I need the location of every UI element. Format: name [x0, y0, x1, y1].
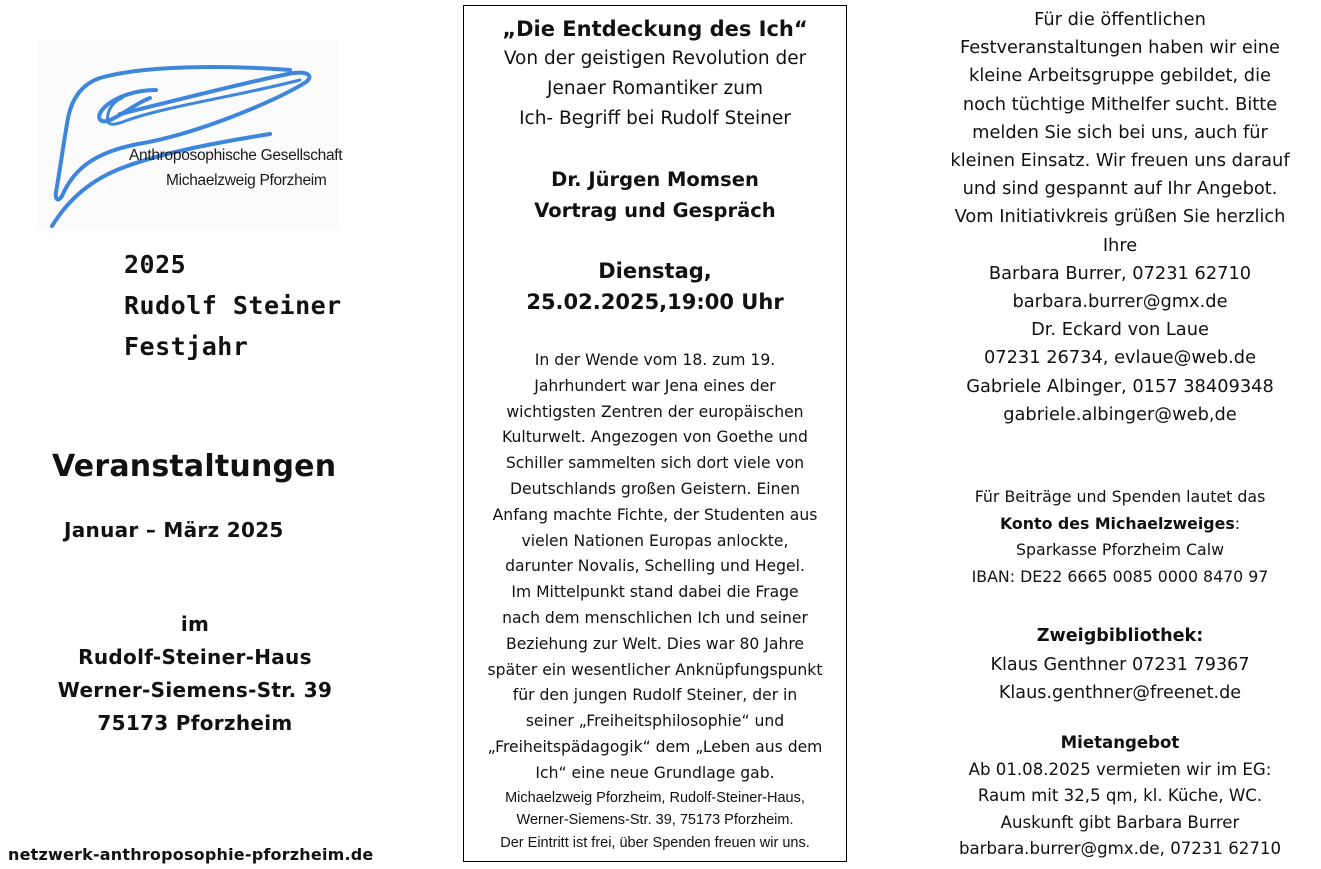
event-speaker-block	[464, 164, 846, 226]
events-heading: Veranstaltungen	[52, 449, 337, 484]
event-weekday: Dienstag,	[598, 259, 712, 283]
library-heading: Zweigbibliothek:	[1036, 626, 1204, 646]
event-description-line: Deutschlands großen Geistern. Einen	[509, 479, 800, 498]
helpers-text-line: Ihre	[1102, 234, 1138, 256]
contact-line: Dr. Eckard von Laue	[1031, 319, 1209, 341]
event-description-line: wichtigsten Zentren der europäischen	[506, 402, 804, 421]
contact-email[interactable]: barbara.burrer@gmx.de	[1012, 291, 1228, 313]
donation-intro: Für Beiträge und Spenden lautet das	[974, 487, 1266, 506]
event-box	[463, 5, 847, 862]
organization-logo	[38, 40, 343, 230]
library-email[interactable]: Klaus.genthner@freenet.de	[998, 683, 1242, 703]
website-link[interactable]: netzwerk-anthroposophie-pforzheim.de	[8, 845, 374, 864]
helpers-text-line: Festveranstaltungen haben wir eine	[960, 37, 1280, 59]
event-description-line: nach dem menschlichen Ich und seiner	[502, 608, 808, 627]
contact-line: Gabriele Albinger, 0157 38409348	[966, 375, 1274, 397]
rental-line: Ab 01.08.2025 vermieten wir im EG:	[968, 759, 1272, 779]
event-description	[464, 348, 846, 787]
venue-city: 75173 Pforzheim	[97, 711, 293, 735]
library-contact: Klaus Genthner 07231 79367	[990, 654, 1250, 675]
rental-contact[interactable]: barbara.burrer@gmx.de, 07231 62710	[958, 839, 1282, 858]
event-date-block	[464, 256, 846, 318]
event-title: „Die Entdeckung des Ich“	[502, 17, 808, 41]
helpers-text-line: noch tüchtige Mithelfer sucht. Bitte	[962, 93, 1278, 115]
event-description-line: Kulturwelt. Angezogen von Goethe und	[502, 428, 808, 447]
helpers-text-line: und sind gespannt auf Ihr Angebot.	[962, 178, 1278, 200]
event-description-line: vielen Nationen Europas anlockte,	[521, 531, 789, 550]
donation-section	[920, 484, 1320, 590]
event-description-line: Anfang machte Fichte, der Studenten aus	[492, 505, 818, 524]
event-description-line: „Freiheitspädagogik“ dem „Leben aus dem	[487, 737, 823, 756]
event-subtitle	[464, 44, 846, 134]
event-description-line: darunter Novalis, Schelling und Hegel.	[505, 557, 805, 576]
event-footer	[464, 787, 846, 855]
helpers-text-line: melden Sie sich bei uns, auch für	[972, 121, 1268, 143]
events-period: Januar – März 2025	[64, 518, 284, 542]
iban: IBAN: DE22 6665 0085 0000 8470 97	[971, 566, 1269, 586]
helpers-text-line: kleinen Einsatz. Wir freuen uns darauf	[950, 150, 1290, 172]
event-footer-line: Der Eintritt ist frei, über Spenden freuen wir uns.	[500, 834, 810, 851]
rental-line: Auskunft gibt Barbara Burrer	[1000, 812, 1240, 832]
helpers-section	[920, 6, 1320, 429]
event-description-line: Beziehung zur Welt. Dies war 80 Jahre	[506, 634, 804, 653]
festjahr-name: Rudolf Steiner	[124, 291, 342, 320]
rental-line: Raum mit 32,5 qm, kl. Küche, WC.	[977, 786, 1263, 805]
account-label: Konto des Michaelzweiges	[999, 513, 1235, 533]
logo-society-name: Anthroposophische Gesellschaft	[129, 147, 343, 164]
rental-heading: Mietangebot	[1060, 733, 1180, 752]
venue-prefix: im	[180, 612, 210, 636]
event-subtitle-line: Ich- Begriff bei Rudolf Steiner	[519, 108, 791, 129]
venue-building: Rudolf-Steiner-Haus	[78, 645, 312, 669]
event-description-line: Schiller sammelten sich dort viele von	[505, 454, 805, 473]
logo-swoosh-icon	[38, 40, 338, 230]
venue-address	[40, 608, 350, 740]
event-subtitle-line: Von der geistigen Revolution der	[503, 48, 807, 69]
event-description-line: später ein wesentlicher Anknüpfungspunkt	[487, 660, 823, 679]
helpers-text-line: kleine Arbeitsgruppe gebildet, die	[969, 65, 1271, 87]
event-description-line: seiner „Freiheitsphilosophie“ und	[525, 712, 785, 731]
event-speaker: Dr. Jürgen Momsen	[551, 168, 759, 191]
account-colon: :	[1234, 513, 1241, 533]
contact-line[interactable]: 07231 26734, evlaue@web.de	[983, 347, 1257, 369]
venue-street: Werner-Siemens-Str. 39	[57, 678, 333, 702]
event-description-line: Jahrhundert war Jena eines der	[534, 376, 776, 395]
event-subtitle-line: Jenaer Romantiker zum	[547, 78, 763, 99]
event-datetime: 25.02.2025,19:00 Uhr	[526, 290, 784, 314]
contact-email[interactable]: gabriele.albinger@web,de	[1003, 403, 1237, 425]
logo-branch-name: Michaelzweig Pforzheim	[166, 172, 327, 189]
festjahr-year: 2025	[124, 250, 187, 279]
festjahr-label: Festjahr	[124, 332, 249, 361]
event-description-line: Im Mittelpunkt stand dabei die Frage	[511, 583, 799, 602]
bank-name: Sparkasse Pforzheim Calw	[1015, 540, 1225, 559]
contact-line: Barbara Burrer, 07231 62710	[988, 262, 1252, 284]
helpers-text-line: Für die öffentlichen	[1034, 9, 1206, 30]
event-footer-line: Michaelzweig Pforzheim, Rudolf-Steiner-Haus,	[505, 789, 805, 806]
event-footer-line: Werner-Siemens-Str. 39, 75173 Pforzheim.	[516, 812, 794, 829]
festjahr-title	[124, 244, 342, 367]
helpers-text-line: Vom Initiativkreis grüßen Sie herzlich	[954, 206, 1286, 228]
library-section	[920, 622, 1320, 708]
event-format: Vortrag und Gespräch	[534, 199, 776, 222]
event-description-line: für den jungen Rudolf Steiner, der in	[512, 686, 798, 705]
rental-section	[920, 730, 1320, 863]
event-description-line: Ich“ eine neue Grundlage gab.	[535, 763, 775, 782]
account-heading	[920, 511, 1320, 538]
event-description-line: In der Wende vom 18. zum 19.	[534, 351, 776, 369]
